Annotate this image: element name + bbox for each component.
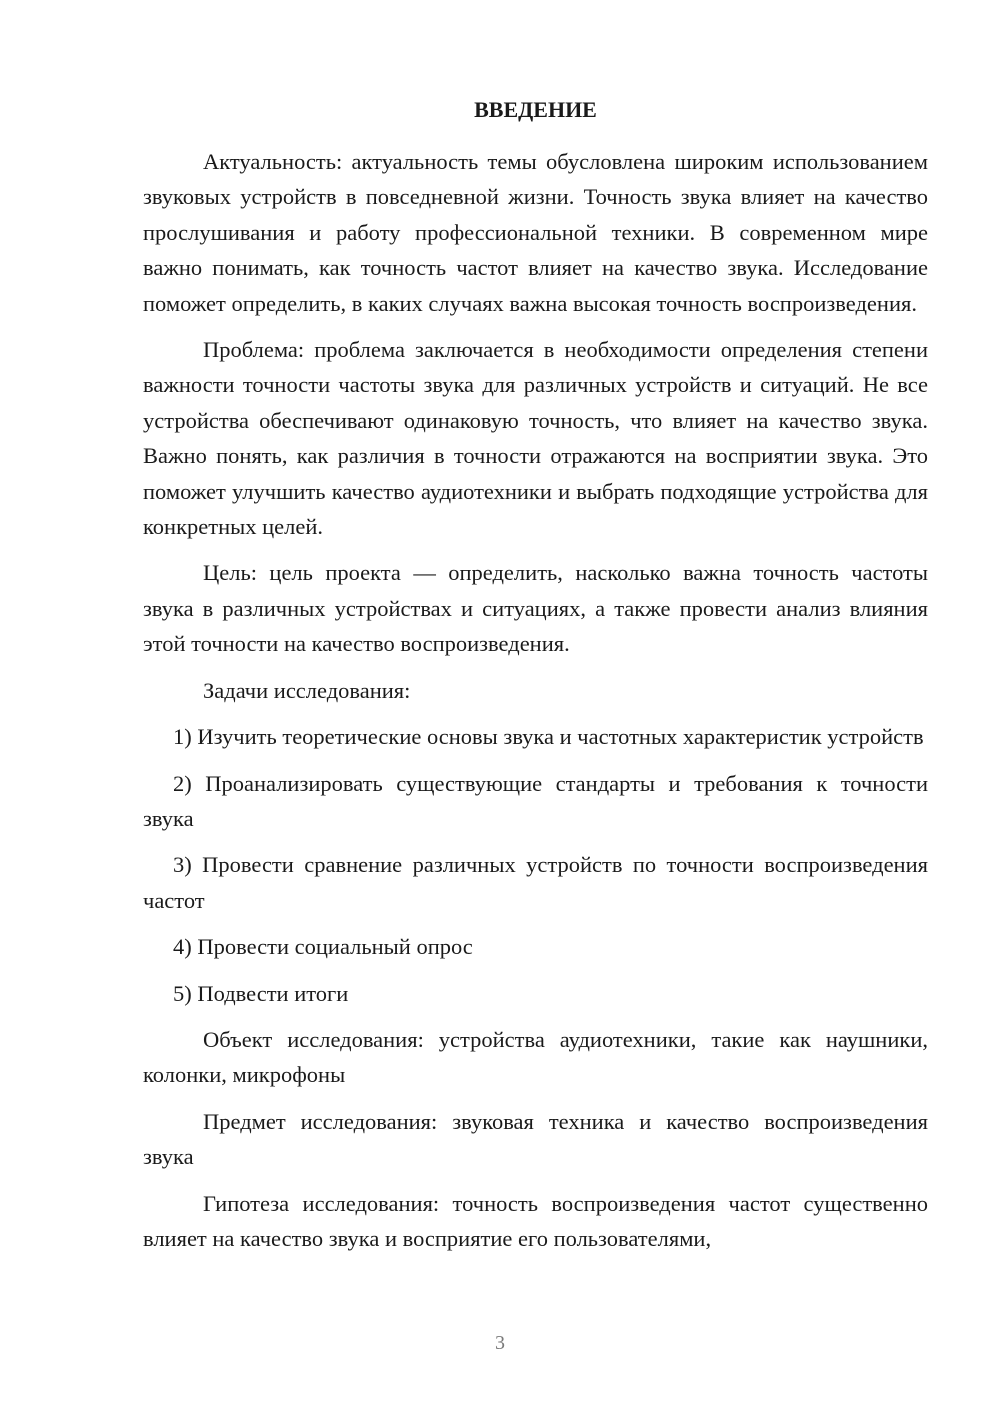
document-page	[143, 92, 928, 1267]
page-number: 3	[495, 1332, 505, 1354]
task-item: 5) Подвести итоги	[173, 980, 349, 1006]
task-item: 1) Изучить теоретические основы звука и частотных характеристик устройств	[173, 724, 924, 750]
task-item: 3) Провести сравнение различных устройств по точности воспроизведения частот	[143, 852, 928, 913]
paragraph-problem: Проблема: проблема заключается в необходимости определения степени важности точности частоты звука для различных устройств и ситуаций. Не все устройства обеспечивают одинаковую точность, что влияет на качество звука. Важно понять, как различия в точности отражаются на восприятии звука. Это поможет улучшить качество аудиотехники и выбрать подходящие устройства для конкретных целей.	[143, 337, 928, 540]
paragraph-subject: Предмет исследования: звуковая техника и качество воспроизведения звука	[143, 1108, 928, 1170]
paragraph-hypothesis: Гипотеза исследования: точность воспроизведения частот существенно влияет на качество звука и восприятие его пользователями,	[143, 1190, 928, 1251]
paragraph-tasks-heading: Задачи исследования:	[203, 677, 411, 703]
task-item: 4) Провести социальный опрос	[173, 934, 473, 960]
document-title: ВВЕДЕНИЕ	[474, 97, 597, 122]
task-item: 2) Проанализировать существующие стандарты и требования к точности звука	[143, 770, 928, 831]
paragraph-object: Объект исследования: устройства аудиотехники, такие как наушники, колонки, микрофоны	[143, 1026, 928, 1088]
paragraph-relevance: Актуальность: актуальность темы обусловлена широким использованием звуковых устройств в повседневной жизни. Точность звука влияет на качество прослушивания и работу профессиональной техники. В современном мире важно понимать, как точность частот влияет на качество звука. Исследование поможет определить, в каких случаях важна высокая точность воспроизведения.	[143, 149, 928, 316]
paragraph-goal: Цель: цель проекта — определить, насколько важна точность частоты звука в различных устройствах и ситуациях, а также провести анализ влияния этой точности на качество воспроизведения.	[143, 560, 928, 657]
